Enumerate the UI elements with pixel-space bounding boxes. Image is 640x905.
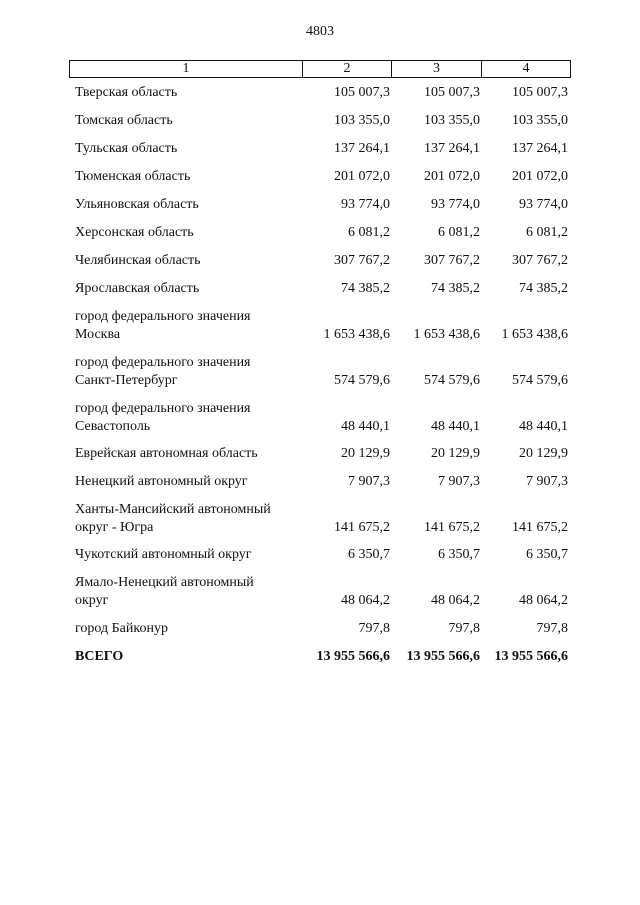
- region-name-line-2: округ - Югра: [75, 520, 154, 535]
- region-name-line-1: Ямало-Ненецкий автономный: [75, 575, 254, 590]
- value-col-4: 74 385,2: [519, 281, 568, 296]
- value-col-3: 7 907,3: [438, 474, 480, 489]
- region-name-line-1: город федерального значения: [75, 401, 251, 416]
- value-col-4: 307 767,2: [512, 253, 568, 268]
- region-name: Ульяновская область: [75, 197, 199, 212]
- value-col-4: 103 355,0: [512, 113, 568, 128]
- value-col-3: 201 072,0: [424, 169, 480, 184]
- region-name-line-2: Севастополь: [75, 419, 151, 434]
- value-col-4: 7 907,3: [526, 474, 568, 489]
- value-col-3: 137 264,1: [424, 141, 480, 156]
- value-col-2: 105 007,3: [334, 85, 390, 100]
- value-col-3: 48 440,1: [431, 419, 480, 434]
- value-col-3: 6 081,2: [438, 225, 480, 240]
- value-col-3: 574 579,6: [424, 373, 480, 388]
- region-name: Ярославская область: [75, 281, 200, 296]
- region-name-line-1: Ханты-Мансийский автономный: [75, 502, 271, 517]
- value-col-3: 1 653 438,6: [413, 327, 480, 342]
- value-col-4: 20 129,9: [519, 446, 568, 461]
- value-col-2: 797,8: [358, 621, 390, 636]
- value-col-2: 137 264,1: [334, 141, 390, 156]
- value-col-3: 141 675,2: [424, 520, 480, 535]
- value-col-2: 48 440,1: [341, 419, 390, 434]
- value-col-4: 574 579,6: [512, 373, 568, 388]
- region-name: Ненецкий автономный округ: [75, 474, 248, 489]
- region-name-line-1: город федерального значения: [75, 309, 251, 324]
- value-col-3: 93 774,0: [431, 197, 480, 212]
- value-col-2: 103 355,0: [334, 113, 390, 128]
- region-name-line-2: Москва: [75, 327, 121, 342]
- column-header-3: 3: [392, 61, 482, 78]
- value-col-4: 1 653 438,6: [501, 327, 568, 342]
- value-col-2: 574 579,6: [334, 373, 390, 388]
- value-col-3: 103 355,0: [424, 113, 480, 128]
- value-col-2: 6 081,2: [348, 225, 390, 240]
- region-name: Челябинская область: [75, 253, 201, 268]
- region-name-line-2: округ: [75, 593, 109, 608]
- column-header-1: 1: [70, 61, 303, 78]
- region-name: Еврейская автономная область: [75, 446, 258, 461]
- region-name: Томская область: [75, 113, 173, 128]
- value-col-4: 48 064,2: [519, 593, 568, 608]
- value-col-2: 74 385,2: [341, 281, 390, 296]
- region-name: Тульская область: [75, 141, 178, 156]
- region-name: город Байконур: [75, 621, 168, 636]
- region-name: Чукотский автономный округ: [75, 547, 252, 562]
- value-col-4: 6 081,2: [526, 225, 568, 240]
- value-col-3: 307 767,2: [424, 253, 480, 268]
- value-col-2: 307 767,2: [334, 253, 390, 268]
- value-col-2: 1 653 438,6: [323, 327, 390, 342]
- total-label: ВСЕГО: [75, 649, 124, 664]
- column-header-4: 4: [482, 61, 571, 78]
- value-col-4: 141 675,2: [512, 520, 568, 535]
- total-col-4: 13 955 566,6: [494, 649, 568, 664]
- region-name-line-1: город федерального значения: [75, 355, 251, 370]
- value-col-3: 797,8: [448, 621, 480, 636]
- value-col-2: 20 129,9: [341, 446, 390, 461]
- region-name: Херсонская область: [75, 225, 194, 240]
- region-name-line-2: Санкт-Петербург: [75, 373, 178, 388]
- value-col-2: 201 072,0: [334, 169, 390, 184]
- value-col-3: 105 007,3: [424, 85, 480, 100]
- value-col-2: 93 774,0: [341, 197, 390, 212]
- region-name: Тверская область: [75, 85, 178, 100]
- total-col-2: 13 955 566,6: [316, 649, 390, 664]
- value-col-2: 48 064,2: [341, 593, 390, 608]
- value-col-4: 6 350,7: [526, 547, 568, 562]
- value-col-4: 797,8: [536, 621, 568, 636]
- column-header-2: 2: [303, 61, 392, 78]
- value-col-3: 20 129,9: [431, 446, 480, 461]
- value-col-4: 48 440,1: [519, 419, 568, 434]
- value-col-3: 48 064,2: [431, 593, 480, 608]
- value-col-4: 105 007,3: [512, 85, 568, 100]
- value-col-4: 93 774,0: [519, 197, 568, 212]
- value-col-2: 141 675,2: [334, 520, 390, 535]
- value-col-3: 6 350,7: [438, 547, 480, 562]
- value-col-2: 6 350,7: [348, 547, 390, 562]
- region-name: Тюменская область: [75, 169, 191, 184]
- page-number: 4803: [306, 24, 334, 39]
- total-col-3: 13 955 566,6: [406, 649, 480, 664]
- value-col-4: 201 072,0: [512, 169, 568, 184]
- value-col-3: 74 385,2: [431, 281, 480, 296]
- value-col-4: 137 264,1: [512, 141, 568, 156]
- value-col-2: 7 907,3: [348, 474, 390, 489]
